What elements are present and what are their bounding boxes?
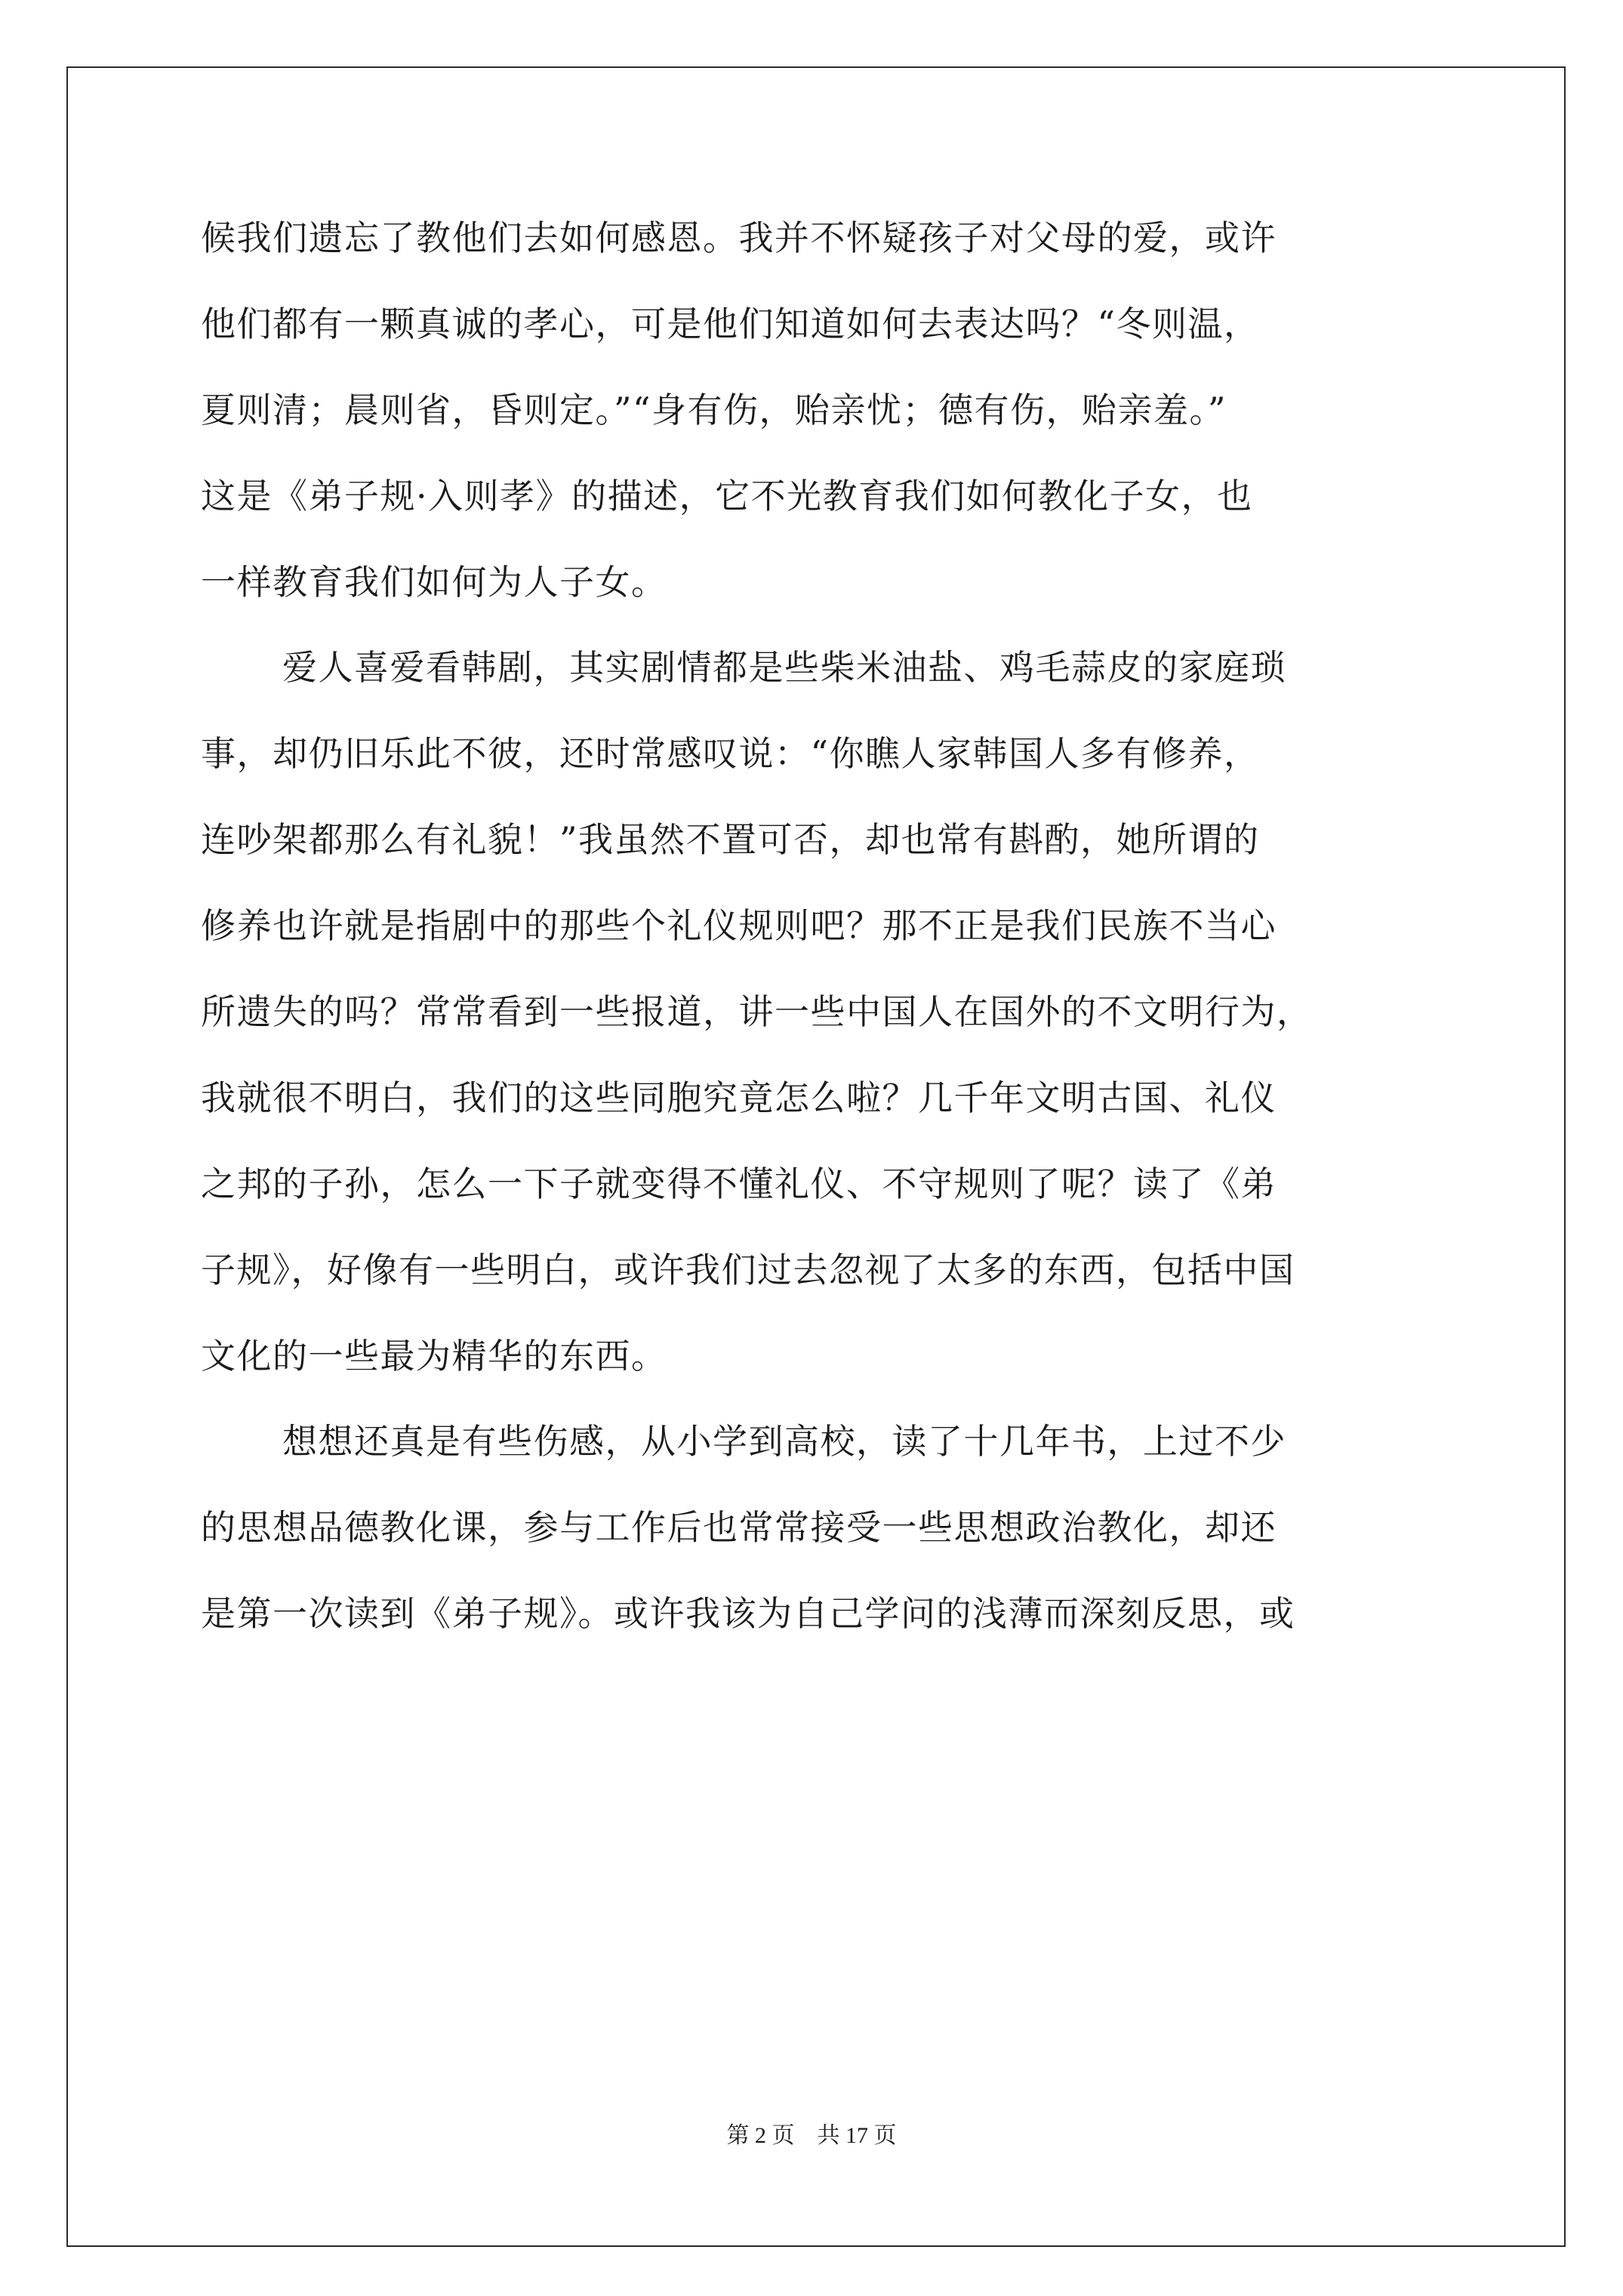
text-line: 所遗失的吗？常常看到一些报道，讲一些中国人在国外的不文明行为， xyxy=(201,991,1313,1033)
body-text xyxy=(201,215,1439,1677)
text-line: 的思想品德教化课，参与工作后也常常接受一些思想政治教化，却还 xyxy=(201,1507,1277,1549)
paragraph-start-line: 爱人喜爱看韩剧，其实剧情都是些柴米油盐、鸡毛蒜皮的家庭琐 xyxy=(282,647,1286,689)
text-line: 我就很不明白，我们的这些同胞究竟怎么啦？几千年文明古国、礼仪 xyxy=(201,1077,1277,1118)
text-line: 这是《弟子规·入则孝》的描述，它不光教育我们如何教化子女，也 xyxy=(201,475,1253,516)
text-line: 是第一次读到《弟子规》。或许我该为自己学问的浅薄而深刻反思，或 xyxy=(201,1593,1295,1635)
text-line: 事，却仍旧乐此不彼，还时常感叹说：“你瞧人家韩国人多有修养， xyxy=(201,733,1260,775)
text-line: 之邦的子孙，怎么一下子就变得不懂礼仪、不守规则了呢？读了《弟 xyxy=(201,1163,1277,1204)
text-line: 连吵架都那么有礼貌！”我虽然不置可否，却也常有斟酌，她所谓的 xyxy=(201,819,1260,861)
text-line: 一样教育我们如何为人子女。 xyxy=(201,561,667,603)
page-number-footer: 第 2 页 共 17 页 xyxy=(726,2123,897,2148)
text-line: 他们都有一颗真诚的孝心，可是他们知道如何去表达吗？“冬则温， xyxy=(201,303,1260,344)
paragraph-start-line: 想想还真是有些伤感，从小学到高校，读了十几年书，上过不少 xyxy=(282,1421,1286,1462)
text-line: 夏则清；晨则省，昏则定。”“身有伤，贻亲忧；德有伤，贻亲羞。” xyxy=(201,389,1227,430)
text-line: 子规》，好像有一些明白，或许我们过去忽视了太多的东西，包括中国 xyxy=(201,1249,1295,1290)
text-line: 文化的一些最为精华的东西。 xyxy=(201,1335,667,1376)
text-line: 候我们遗忘了教他们去如何感恩。我并不怀疑孩子对父母的爱，或许 xyxy=(201,217,1277,258)
text-line: 修养也许就是指剧中的那些个礼仪规则吧？那不正是我们民族不当心 xyxy=(201,905,1277,947)
